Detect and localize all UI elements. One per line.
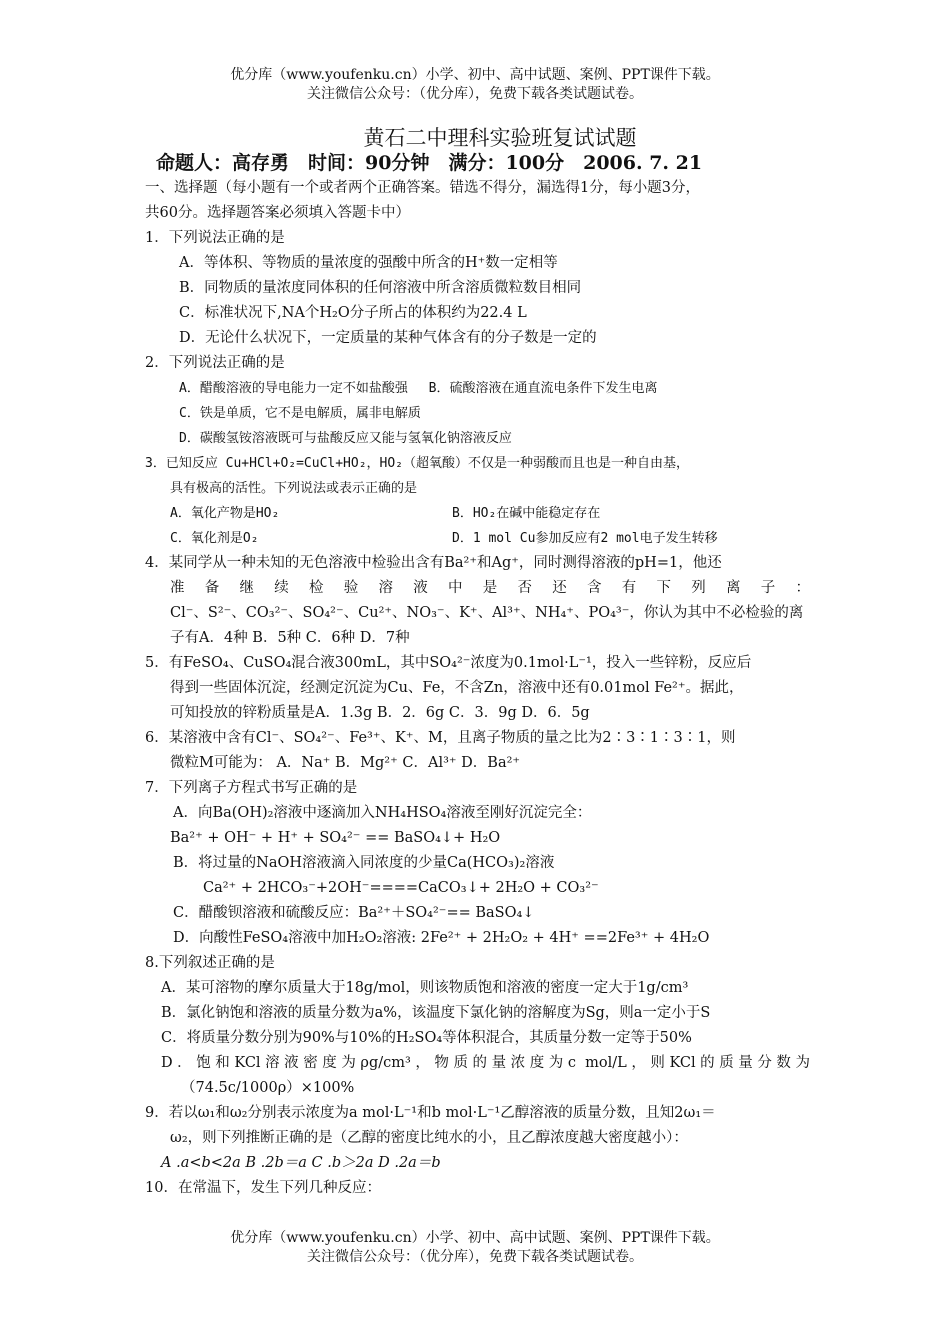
page-footer (0, 1229, 950, 1267)
question-6-line-1: 6．某溶液中含有Cl⁻、SO₄²⁻、Fe³⁺、K⁺、M，且离子物质的量之比为2∶3∶1∶3∶1，则 (145, 730, 736, 746)
question-7-option-a: A．向Ba(OH)₂溶液中逐滴加入NH₄HSO₄溶液至刚好沉淀完全： (173, 805, 592, 821)
footer-line-1: 优分库（www.youfenku.cn）小学、初中、高中试题、案例、PPT课件下载。 (230, 1230, 720, 1246)
question-10-stem: 10．在常温下，发生下列几种反应： (145, 1180, 381, 1196)
question-5-line-1: 5．有FeSO₄、CuSO₄混合液300mL，其中SO₄²⁻浓度为0.1mol·L⁻¹，投入一些锌粉，反应后 (145, 655, 752, 671)
question-7-stem: 7．下列离子方程式书写正确的是 (145, 780, 358, 796)
question-2-options-ab: A．醋酸溶液的导电能力一定不如盐酸强 B．硫酸溶液在通直流电条件下发生电离 (179, 381, 658, 396)
question-8-stem: 8.下列叙述正确的是 (145, 955, 275, 971)
exam-meta: 命题人：高存勇 时间：90分钟 满分：100分 2006. 7. 21 (156, 152, 703, 174)
question-2-option-c: C．铁是单质，它不是电解质，属非电解质 (179, 406, 421, 421)
page-header (0, 66, 950, 104)
question-2-stem: 2．下列说法正确的是 (145, 355, 285, 371)
question-3-option-d: D．1 mol Cu参加反应有2 mol电子发生转移 (452, 531, 718, 546)
question-6-line-2: 微粒M可能为： A．Na⁺ B．Mg²⁺ C．Al³⁺ D．Ba²⁺ (170, 755, 521, 771)
question-1-option-a: A．等体积、等物质的量浓度的强酸中所含的H⁺数一定相等 (179, 255, 558, 271)
question-4-line-4: 子有A．4种 B．5种 C．6种 D．7种 (170, 630, 410, 646)
question-4-line-2: 准备继续检验溶液中是否还含有下列离子： (170, 580, 810, 596)
question-3-options-cd (145, 526, 810, 551)
question-3-option-b: B．HO₂在碱中能稳定存在 (452, 506, 601, 521)
question-1-stem: 1．下列说法正确的是 (145, 230, 285, 246)
question-8-option-b: B．氯化钠饱和溶液的质量分数为a%，该温度下氯化钠的溶解度为Sg，则a一定小于S (161, 1005, 711, 1021)
question-7-option-d: D．向酸性FeSO₄溶液中加H₂O₂溶液: 2Fe²⁺ + 2H₂O₂ + 4H⁺ ==2Fe³⁺ + 4H₂O (173, 930, 710, 946)
question-7-option-b: B．将过量的NaOH溶液滴入同浓度的少量Ca(HCO₃)₂溶液 (173, 855, 555, 871)
section-heading: 一、选择题（每小题有一个或者两个正确答案。错选不得分，漏选得1分，每小题3分， (145, 180, 700, 196)
question-7-option-b-equation: Ca²⁺ + 2HCO₃⁻+2OH⁻====CaCO₃↓+ 2H₂O + CO₃²⁻ (203, 880, 599, 896)
section-heading-cont: 共60分。选择题答案必须填入答题卡中） (145, 205, 410, 221)
exam-title: 黄石二中理科实验班复试试题 (363, 126, 637, 150)
question-8-option-d-cont: （74.5c/1000ρ）×100% (181, 1080, 355, 1096)
question-3-stem-cont: 具有极高的活性。下列说法或表示正确的是 (170, 481, 418, 496)
question-3-stem: 3．已知反应 Cu+HCl+O₂=CuCl+HO₂，HO₂（超氧酸）不仅是一种弱酸而且也是一种自由基， (145, 456, 690, 471)
question-3-options-ab (145, 501, 810, 526)
question-9-options: A .a<b<2a B .2b＝a C .b＞2a D .2a＝b (161, 1155, 441, 1171)
question-5-line-2: 得到一些固体沉淀，经测定沉淀为Cu、Fe，不含Zn，溶液中还有0.01mol Fe²⁺。据此， (170, 680, 744, 696)
question-8-option-c: C．将质量分数分别为90%与10%的H₂SO₄等体积混合，其质量分数一定等于50% (161, 1030, 692, 1046)
question-2-option-d: D．碳酸氢铵溶液既可与盐酸反应又能与氢氧化钠溶液反应 (179, 431, 512, 446)
question-9-line-1: 9．若以ω₁和ω₂分别表示浓度为a mol·L⁻¹和b mol·L⁻¹乙醇溶液的质量分数，且知2ω₁＝ (145, 1105, 716, 1121)
question-8-option-a: A．某可溶物的摩尔质量大于18g/mol，则该物质饱和溶液的密度一定大于1g/cm³ (161, 980, 689, 996)
question-9-line-2: ω₂，则下列推断正确的是（乙醇的密度比纯水的小，且乙醇浓度越大密度越小）： (170, 1130, 688, 1146)
question-1-option-b: B．同物质的量浓度同体积的任何溶液中所含溶质微粒数目相同 (179, 280, 582, 296)
question-8-option-d: D．饱和KCl溶液密度为ρg/cm³，物质的量浓度为c mol/L，则KCl的质量分数为 (161, 1055, 810, 1071)
question-1-option-c: C．标准状况下,NA个H₂O分子所占的体积约为22.4 L (179, 305, 527, 321)
exam-body (145, 176, 810, 1201)
question-4-line-1: 4．某同学从一种未知的无色溶液中检验出含有Ba²⁺和Ag⁺，同时测得溶液的pH=1，他还 (145, 555, 722, 571)
header-line-2: 关注微信公众号：（优分库），免费下载各类试题试卷。 (307, 86, 643, 102)
question-7-option-a-equation: Ba²⁺ + OH⁻ + H⁺ + SO₄²⁻ == BaSO₄↓+ H₂O (170, 830, 501, 846)
question-3-option-a: A．氧化产物是HO₂ (170, 506, 280, 521)
question-7-option-c: C．醋酸钡溶液和硫酸反应：Ba²⁺＋SO₄²⁻== BaSO₄↓ (173, 905, 535, 921)
footer-line-2: 关注微信公众号：（优分库），免费下载各类试题试卷。 (307, 1249, 643, 1265)
question-1-option-d: D．无论什么状况下，一定质量的某种气体含有的分子数是一定的 (179, 330, 597, 346)
question-5-line-3: 可知投放的锌粉质量是A．1.3g B．2．6g C．3．9g D．6．5g (170, 705, 590, 721)
header-line-1: 优分库（www.youfenku.cn）小学、初中、高中试题、案例、PPT课件下载。 (230, 67, 720, 83)
question-3-option-c: C．氧化剂是O₂ (170, 531, 259, 546)
question-4-line-3: Cl⁻、S²⁻、CO₃²⁻、SO₄²⁻、Cu²⁺、NO₃⁻、K⁺、Al³⁺、NH₄⁺、PO₄³⁻，你认为其中不必检验的离 (170, 605, 804, 621)
